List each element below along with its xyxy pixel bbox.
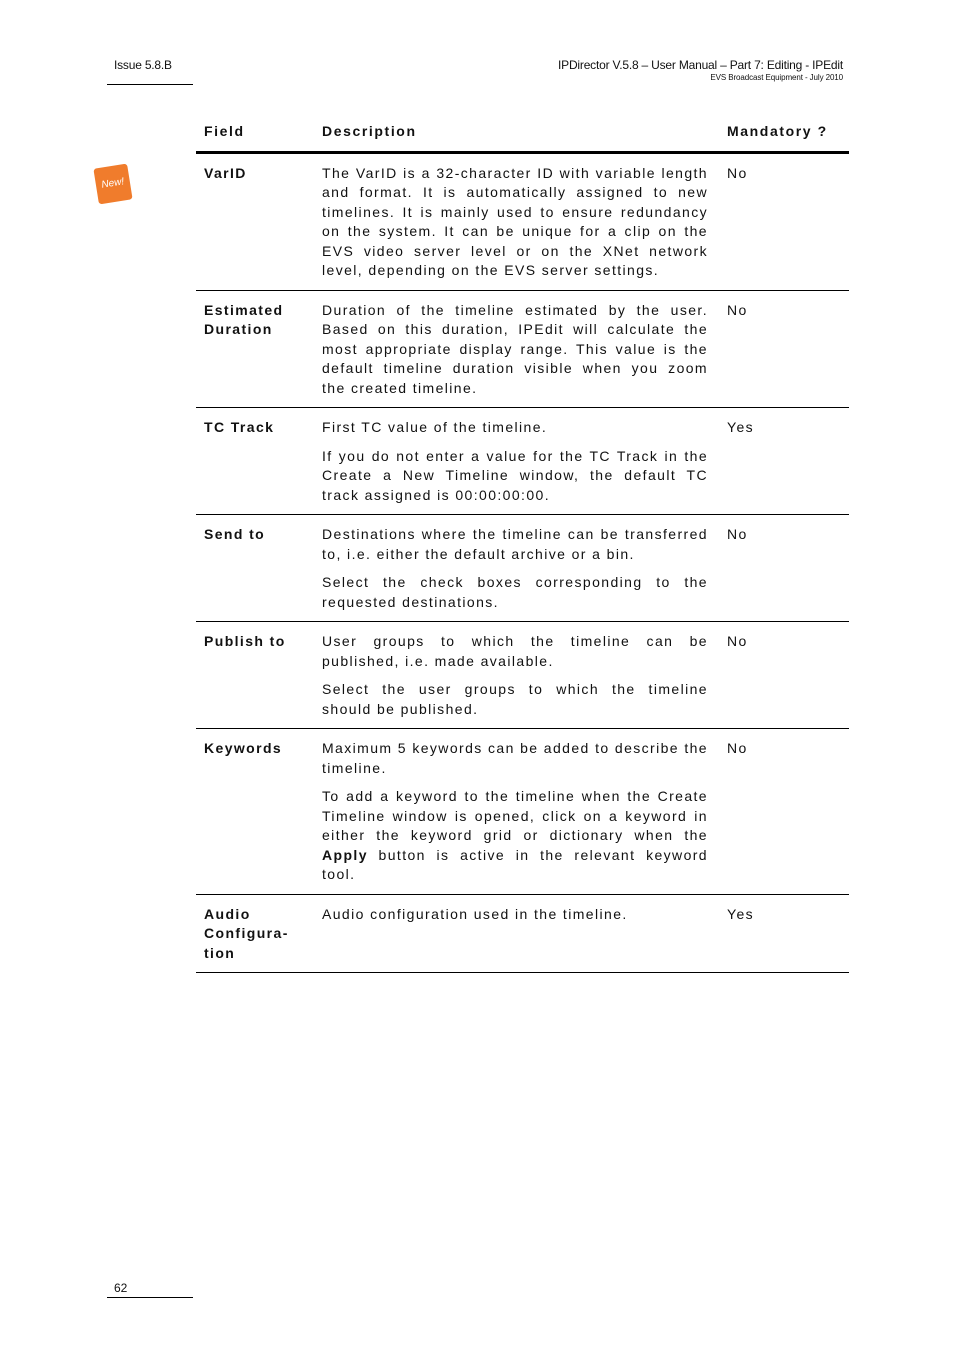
row-mandatory: No [718, 290, 849, 408]
row-description [311, 152, 718, 290]
issue-label: Issue 5.8.B [114, 58, 172, 72]
table-row [196, 408, 849, 515]
row-field: Publish to [196, 622, 311, 729]
footer-divider [107, 1297, 193, 1298]
row-mandatory: Yes [718, 894, 849, 973]
description-paragraph: First TC value of the timeline. [322, 419, 548, 435]
row-mandatory: No [718, 622, 849, 729]
description-paragraph [322, 787, 708, 885]
table-row [196, 894, 849, 973]
document-title: IPDirector V.5.8 – User Manual – Part 7: Editing - IPEdit [558, 58, 843, 72]
row-field: Estimated Duration [196, 290, 311, 408]
description-paragraph: User groups to which the timeline can be published, i.e. made available. [322, 633, 708, 669]
table-row [196, 622, 849, 729]
table-row [196, 290, 849, 408]
row-description [311, 408, 718, 515]
table-row [196, 152, 849, 290]
row-mandatory: No [718, 152, 849, 290]
row-description [311, 729, 718, 895]
document-header [558, 58, 843, 82]
table-row [196, 515, 849, 622]
description-text: button is active in the relevant keyword tool. [322, 846, 708, 882]
page-number: 62 [114, 1281, 128, 1295]
row-field [196, 894, 311, 973]
description-paragraph: Destinations where the timeline can be transferred to, i.e. either the default archive or a bin. [322, 526, 708, 562]
table-row [196, 729, 849, 895]
row-field: TC Track [196, 408, 311, 515]
row-field: Keywords [196, 729, 311, 895]
row-field: Send to [196, 515, 311, 622]
description-paragraph: Select the check boxes corresponding to the requested destinations. [322, 574, 708, 610]
description-paragraph: Duration of the timeline estimated by the user. Based on this duration, IPEdit will calculate the most appropriate display range. This value is the default timeline duration visible when you zoom the created timeline. [322, 301, 708, 396]
row-mandatory: Yes [718, 408, 849, 515]
new-badge-icon: New! [93, 164, 132, 205]
row-description [311, 894, 718, 973]
row-mandatory: No [718, 515, 849, 622]
fields-table [196, 112, 849, 973]
column-header-mandatory: Mandatory ? [718, 112, 849, 152]
row-description [311, 622, 718, 729]
row-mandatory: No [718, 729, 849, 895]
table-header-row [196, 112, 849, 152]
row-field: VarID [196, 152, 311, 290]
description-paragraph: Audio configuration used in the timeline. [322, 905, 628, 922]
row-description [311, 290, 718, 408]
description-paragraph: Select the user groups to which the timeline should be published. [322, 681, 708, 717]
description-paragraph: Maximum 5 keywords can be added to describe the timeline. [322, 740, 708, 776]
column-header-field: Field [196, 112, 311, 152]
field-text: Audio Configura-tion [204, 905, 289, 961]
description-paragraph: If you do not enter a value for the TC Track in the Create a New Timeline window, the default TC track assigned is 00:00:00:00. [322, 447, 708, 503]
header-divider-left [107, 84, 193, 85]
description-text: To add a keyword to the timeline when the Create Timeline window is opened, click on a keyword in either the keyword grid or dictionary when the [322, 788, 708, 843]
column-header-description: Description [311, 112, 718, 152]
apply-keyword: Apply [322, 846, 368, 863]
description-paragraph: The VarID is a 32-character ID with variable length and format. It is automatically assigned to new timelines. It is mainly used to ensure redundancy on the system. It can be unique for a clip on the EVS video server level or on the XNet network level, depending on the EVS server settings. [322, 164, 708, 278]
document-subtitle: EVS Broadcast Equipment - July 2010 [710, 73, 843, 82]
row-description [311, 515, 718, 622]
